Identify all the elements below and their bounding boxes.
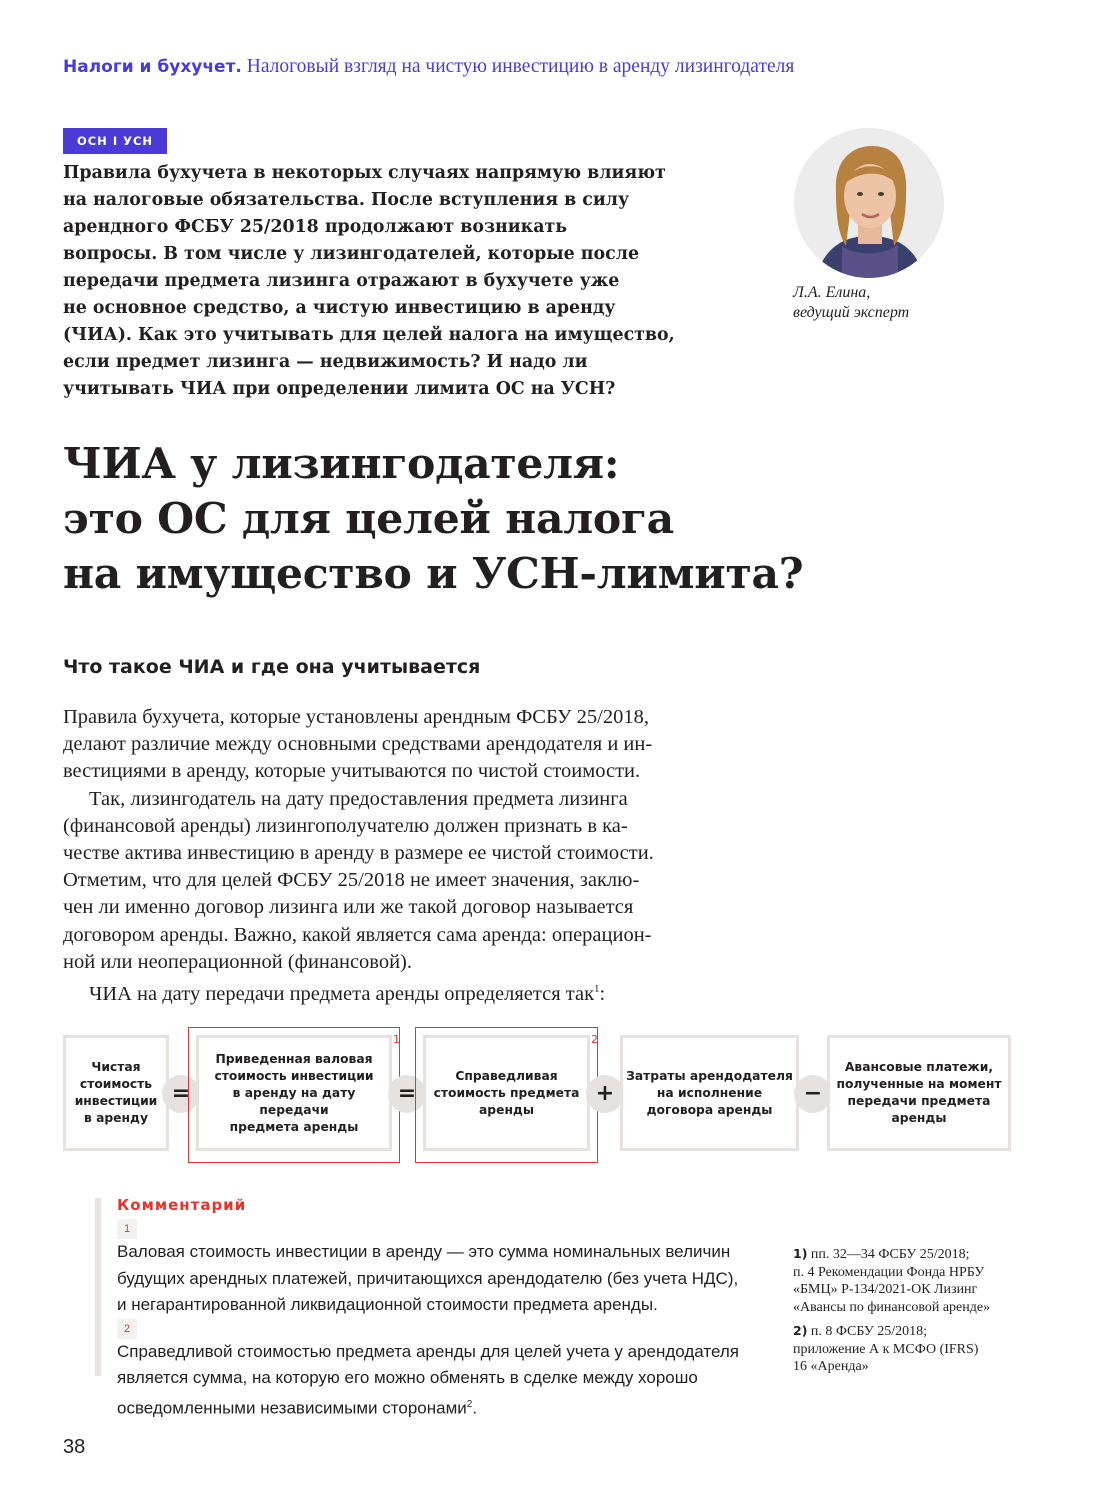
lead-paragraph [63, 160, 753, 403]
comment-line: и негарантированной ликвидационной стоимости предмета аренды. [117, 1295, 658, 1314]
lead-line: если предмет лизинга — недвижимость? И надо ли [63, 352, 588, 372]
footnote-line: п. 4 Рекомендации Фонда НРБУ [793, 1264, 985, 1280]
comment-text [117, 1219, 739, 1422]
lead-line: на налоговые обязательства. После вступления в силу [63, 190, 630, 210]
footnotes [793, 1245, 990, 1376]
body-line: вестициями в аренду, которые учитываются по чистой стоимости. [63, 760, 641, 783]
footnote-number: 2) [793, 1323, 808, 1338]
formula-box-line: Затраты арендодателя [626, 1068, 793, 1083]
formula-box-line: предмета аренды [229, 1119, 359, 1134]
formula-box-line: аренды [891, 1111, 947, 1125]
equals-operator: = [388, 1075, 426, 1113]
footnote-text-run: пп. 32—34 ФСБУ 25/2018; [807, 1247, 970, 1262]
body-line: договором аренды. Важно, какой является сама аренда: операцион- [63, 923, 652, 946]
comment-line [117, 1219, 739, 1266]
tax-regime-tag: ОСН I УСН [63, 128, 167, 154]
lead-line: не основное средство, а чистую инвестицию в аренду [63, 298, 616, 318]
lead-line: передачи предмета лизинга отражают в бухучете уже [63, 271, 620, 291]
footnote-line [793, 1322, 990, 1341]
comment-text-run: Справедливой стоимостью предмета аренды для целей учета у арендодателя [117, 1341, 739, 1361]
title-line: это ОС для целей налога [63, 494, 674, 544]
comment-line [117, 1392, 739, 1422]
comment-text-run: Валовая стоимость инвестиции в аренду — это сумма номинальных величин [117, 1242, 731, 1261]
body-line: ной или неоперационной (финансовой). [63, 950, 413, 973]
footnote-mark-2: 2 [591, 1033, 598, 1046]
body-line: чен ли именно договор лизинга или же такой договор называется [63, 896, 634, 919]
formula-box-line: Справедливая [455, 1068, 558, 1083]
comment-title: Комментарий [117, 1196, 247, 1214]
footnote-line: приложение А к МСФО (IFRS) [793, 1341, 979, 1357]
formula-box-line: в аренду [84, 1111, 148, 1125]
formula-box-net-investment [63, 1035, 169, 1151]
body-line [63, 976, 743, 1008]
formula-box-line: договора аренды [646, 1102, 773, 1117]
formula-box-line: Приведенная валовая [215, 1051, 373, 1066]
formula-diagram [63, 1030, 1011, 1162]
lead-line: учитывать ЧИА при определении лимита ОС на УСН? [63, 379, 616, 399]
footnote-line: «БМЦ» Р-134/2021-ОК Лизинг [793, 1282, 978, 1297]
body-line: Так, лизингодатель на дату предоставления предмета лизинга [89, 787, 628, 810]
author-photo [794, 128, 944, 278]
lead-line: Правила бухучета в некоторых случаях напрямую влияют [63, 163, 666, 183]
lead-line: арендного ФСБУ 25/2018 продолжают возникать [63, 217, 568, 237]
formula-box-line: Чистая [91, 1060, 141, 1074]
body-text-run: : [599, 982, 606, 1005]
body-line: (финансовой аренды) лизингополучателю должен признать в ка- [63, 814, 628, 837]
footnote-line: «Авансы по финансовой аренде» [793, 1299, 991, 1315]
comment-line [117, 1319, 739, 1366]
footnote-mark-1: 1 [393, 1033, 400, 1046]
body-text [63, 704, 743, 1008]
title-line: ЧИА у лизингодателя: [63, 439, 620, 489]
body-text-run: ЧИА на дату передачи предмета аренды определяется так [89, 982, 595, 1005]
footnote-number: 1) [793, 1246, 808, 1261]
comment-line: является сумма, на которую его можно обменять в сделке между хорошо [117, 1368, 698, 1387]
comment-text-run: . [472, 1398, 478, 1418]
formula-box-line: стоимость предмета [433, 1085, 580, 1100]
formula-box-lessor-costs [620, 1035, 799, 1151]
formula-box-advance-payments [827, 1035, 1011, 1151]
author-portrait-icon [794, 128, 944, 278]
author-role: ведущий эксперт [793, 304, 910, 321]
footnote-line: 16 «Аренда» [793, 1359, 869, 1374]
body-line: делают различие между основными средствами арендодателя и ин- [63, 733, 653, 756]
article-title [63, 437, 803, 602]
section-heading: Что такое ЧИА и где она учитывается [63, 656, 481, 678]
equals-operator: = [162, 1075, 200, 1113]
formula-box-line: инвестиции [74, 1094, 158, 1108]
formula-box-line: передачи предмета [847, 1094, 991, 1108]
running-head [63, 56, 794, 78]
author-caption [793, 283, 909, 323]
lead-line: (ЧИА). Как это учитывать для целей налога на имущество, [63, 325, 675, 345]
formula-box-line: на исполнение [656, 1085, 763, 1100]
title-line: на имущество и УСН-лимита? [63, 549, 804, 599]
page-number: 38 [63, 1436, 86, 1458]
minus-operator: − [794, 1075, 832, 1113]
author-name: Л.А. Елина, [793, 284, 871, 301]
formula-box-gross-investment [196, 1035, 392, 1151]
comment-number-1: 1 [117, 1219, 137, 1239]
formula-box-line: в аренду на дату передачи [232, 1085, 356, 1117]
footnote-line [793, 1245, 990, 1264]
running-head-text: Налоговый взгляд на чистую инвестицию в аренду лизингодателя [241, 56, 795, 77]
body-line: Отметим, что для целей ФСБУ 25/2018 не имеет значения, заклю- [63, 869, 640, 892]
comment-number-2: 2 [117, 1319, 137, 1339]
formula-box-line: Авансовые платежи, [844, 1060, 994, 1074]
body-line: честве актива инвестицию в аренду в размере ее чистой стоимости. [63, 842, 654, 865]
plus-operator: + [586, 1075, 624, 1113]
formula-box-line: полученные на момент [836, 1077, 1002, 1091]
comment-text-run: осведомленными независимыми сторонами [117, 1398, 467, 1418]
formula-box-line: стоимость инвестиции [214, 1068, 374, 1083]
footnote-ref: 1 [594, 983, 600, 996]
formula-box-fair-value [423, 1035, 590, 1151]
comment-line: будущих арендных платежей, причитающихся арендодателю (без учета НДС), [117, 1268, 739, 1288]
running-head-section: Налоги и бухучет. [63, 57, 242, 77]
body-line: Правила бухучета, которые установлены арендным ФСБУ 25/2018, [63, 706, 649, 728]
formula-box-line: стоимость [79, 1077, 153, 1091]
lead-line: вопросы. В том числе у лизингодателей, которые после [63, 244, 640, 264]
formula-box-line: аренды [479, 1102, 534, 1117]
footnote-text-run: п. 8 ФСБУ 25/2018; [807, 1324, 928, 1339]
footnote-ref: 2 [466, 1398, 473, 1410]
